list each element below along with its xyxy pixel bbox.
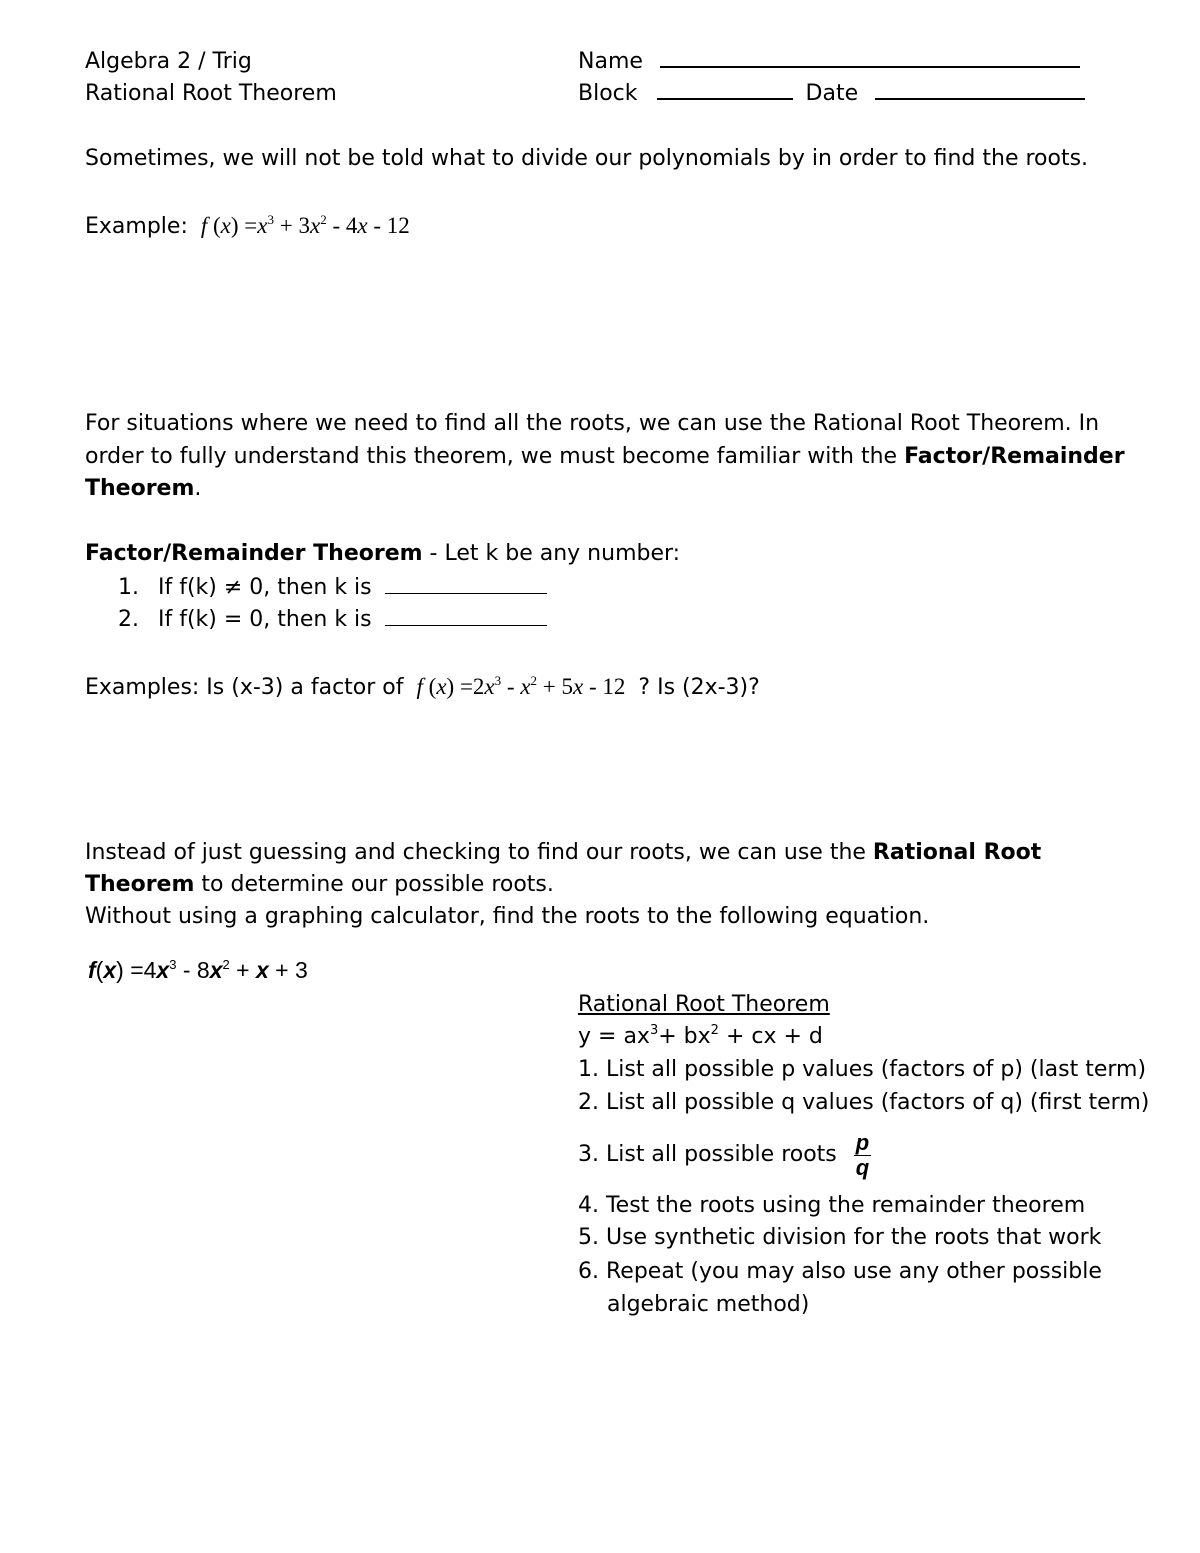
rrt-eq-part2: + bx [658, 1024, 711, 1049]
situations-line3-suffix: . [194, 476, 202, 501]
block-label: Block [578, 81, 638, 106]
rrt-title: Rational Root Theorem [578, 992, 830, 1017]
examples2-equation: f $(x) =2x^3 - x^2 + 5x - 12$ [416, 673, 626, 699]
rational-root-term: Rational Root [872, 840, 1042, 865]
examples2-line [85, 671, 760, 704]
topic-title: Rational Root Theorem [85, 81, 337, 106]
situations-line1: For situations where we need to find all the roots, we can use the Rational Root Theorem. In [85, 411, 1100, 436]
rrt-step-3 [578, 1128, 871, 1182]
fraction-numerator: p [855, 1129, 870, 1155]
rrt-step-5: 5. Use synthetic division for the roots that work [578, 1225, 1102, 1250]
rrt-eq-part3: + cx + d [725, 1024, 823, 1049]
p-over-q-fraction [854, 1131, 871, 1180]
instead-line3: Without using a graphing calculator, find the roots to the following equation. [85, 904, 930, 929]
theorem-term-2: Theorem [85, 872, 195, 897]
name-label: Name [578, 49, 643, 74]
block-date-line [578, 78, 1085, 110]
fraction-denominator: q [855, 1154, 870, 1180]
rrt-eq-part1: y = ax [578, 1024, 650, 1049]
item-number: 1. [118, 575, 139, 600]
block-blank[interactable] [657, 80, 793, 100]
examples2-suffix: ? Is (2x-3)? [638, 675, 760, 700]
rrt-general-equation: $y = ax^3+ bx^2$ + cx + d [578, 1023, 823, 1049]
rrt-step-2: 2. List all possible q values (factors of q) (first term) [578, 1090, 1150, 1115]
course-title: Algebra 2 / Trig [85, 49, 252, 74]
rrt-step-4: 4. Test the roots using the remainder theorem [578, 1193, 1086, 1218]
situations-line3 [85, 473, 201, 505]
theorem-term: Theorem [85, 476, 195, 501]
instead-line2 [85, 869, 554, 901]
main-equation: $f(x) =4x^3 - 8x^2 + x + 3$ [88, 957, 308, 983]
answer-blank-1[interactable] [385, 575, 547, 594]
example1-equation: f $(x) =x^3 + 3x^2 - 4x - 12$ [200, 212, 410, 238]
item-text: If f(k) = 0, then k is [158, 607, 372, 632]
instead-line1-text: Instead of just guessing and checking to find our roots, we can use the [85, 840, 873, 865]
item-text: If f(k) ≠ 0, then k is [158, 575, 372, 600]
example1-line [85, 210, 410, 243]
factor-theorem-title: Factor/Remainder Theorem [85, 541, 423, 566]
factor-theorem-item-2 [118, 604, 547, 636]
factor-theorem-item-1 [118, 572, 547, 604]
situations-line2-text: order to fully understand this theorem, we must become familiar with the [85, 444, 905, 469]
answer-blank-2[interactable] [385, 607, 547, 626]
date-blank[interactable] [875, 80, 1085, 100]
instead-line2-text: to determine our possible roots. [194, 872, 554, 897]
rrt-step-1: 1. List all possible p values (factors of p) (last term) [578, 1057, 1147, 1082]
factor-theorem-heading [85, 538, 680, 570]
item-number: 2. [118, 607, 139, 632]
instead-line1 [85, 837, 1041, 869]
factor-theorem-subtitle: - Let k be any number: [422, 541, 681, 566]
rrt-step-3-text: 3. List all possible roots [578, 1142, 837, 1167]
name-line [578, 46, 1080, 78]
intro-text: Sometimes, we will not be told what to divide our polynomials by in order to find the roots. [85, 146, 1089, 171]
date-label: Date [805, 81, 859, 106]
examples2-prefix: Examples: Is (x-3) a factor of [85, 675, 404, 700]
factor-remainder-term: Factor/Remainder [904, 444, 1125, 469]
rrt-step-6: 6. Repeat (you may also use any other possible [578, 1259, 1102, 1284]
name-blank[interactable] [660, 48, 1080, 68]
situations-line2 [85, 441, 1125, 473]
example1-label: Example: [85, 214, 188, 239]
rrt-step-6-continued: algebraic method) [607, 1292, 810, 1317]
